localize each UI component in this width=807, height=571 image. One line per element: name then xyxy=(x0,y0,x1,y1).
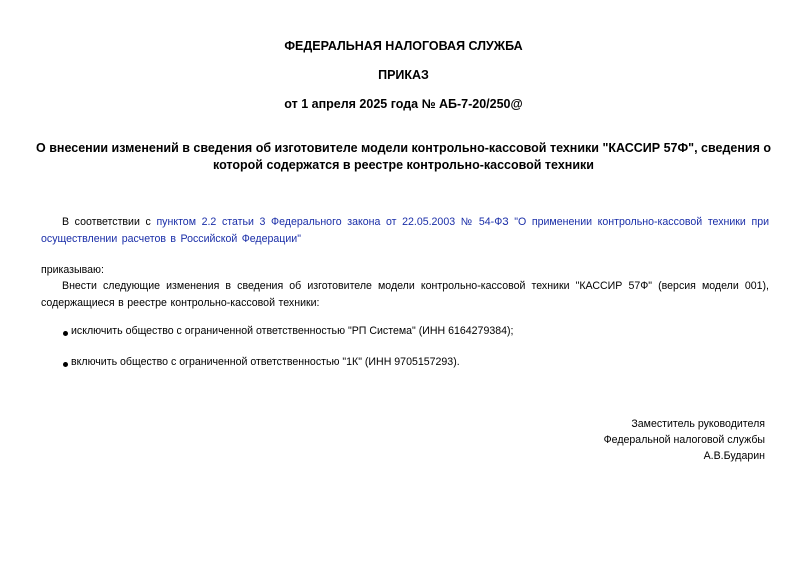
list-item-text: включить общество с ограниченной ответственностью "1К" (ИНН 9705157293). xyxy=(71,356,460,368)
list-item-text: исключить общество с ограниченной ответственностью "РП Система" (ИНН 6164279384); xyxy=(71,325,514,337)
signatory-position: Заместитель руководителя xyxy=(631,418,765,430)
signatory-agency: Федеральной налоговой службы xyxy=(603,434,765,446)
signatory-name: А.В.Бударин xyxy=(703,450,765,462)
document-date-number: от 1 апреля 2025 года № АБ-7-20/250@ xyxy=(284,97,523,111)
legal-basis-paragraph xyxy=(41,214,769,248)
document-type-heading: ПРИКАЗ xyxy=(378,68,429,82)
legal-basis-prefix: В соответствии с xyxy=(62,216,157,228)
agency-heading: ФЕДЕРАЛЬНАЯ НАЛОГОВАЯ СЛУЖБА xyxy=(284,39,523,53)
federal-law-link[interactable]: пунктом 2.2 статьи 3 Федерального закона от 22.05.2003 № 54-ФЗ "О применении контрольно-кассовой техники при осуществлении расчетов в Российской Федерации" xyxy=(41,216,770,245)
document-title: О внесении изменений в сведения об изготовителе модели контрольно-кассовой техники "КАССИР 57Ф", сведения о которой содержатся в реестре контрольно-кассовой техники xyxy=(36,141,771,172)
order-word: приказываю: xyxy=(41,264,104,276)
bullet-icon xyxy=(63,331,68,336)
main-paragraph: Внести следующие изменения в сведения об изготовителе модели контрольно-кассовой техники "КАССИР 57Ф" (версия модели 001), содержащиеся в реестре контрольно-кассовой техники: xyxy=(41,280,769,309)
bullet-icon xyxy=(63,362,68,367)
